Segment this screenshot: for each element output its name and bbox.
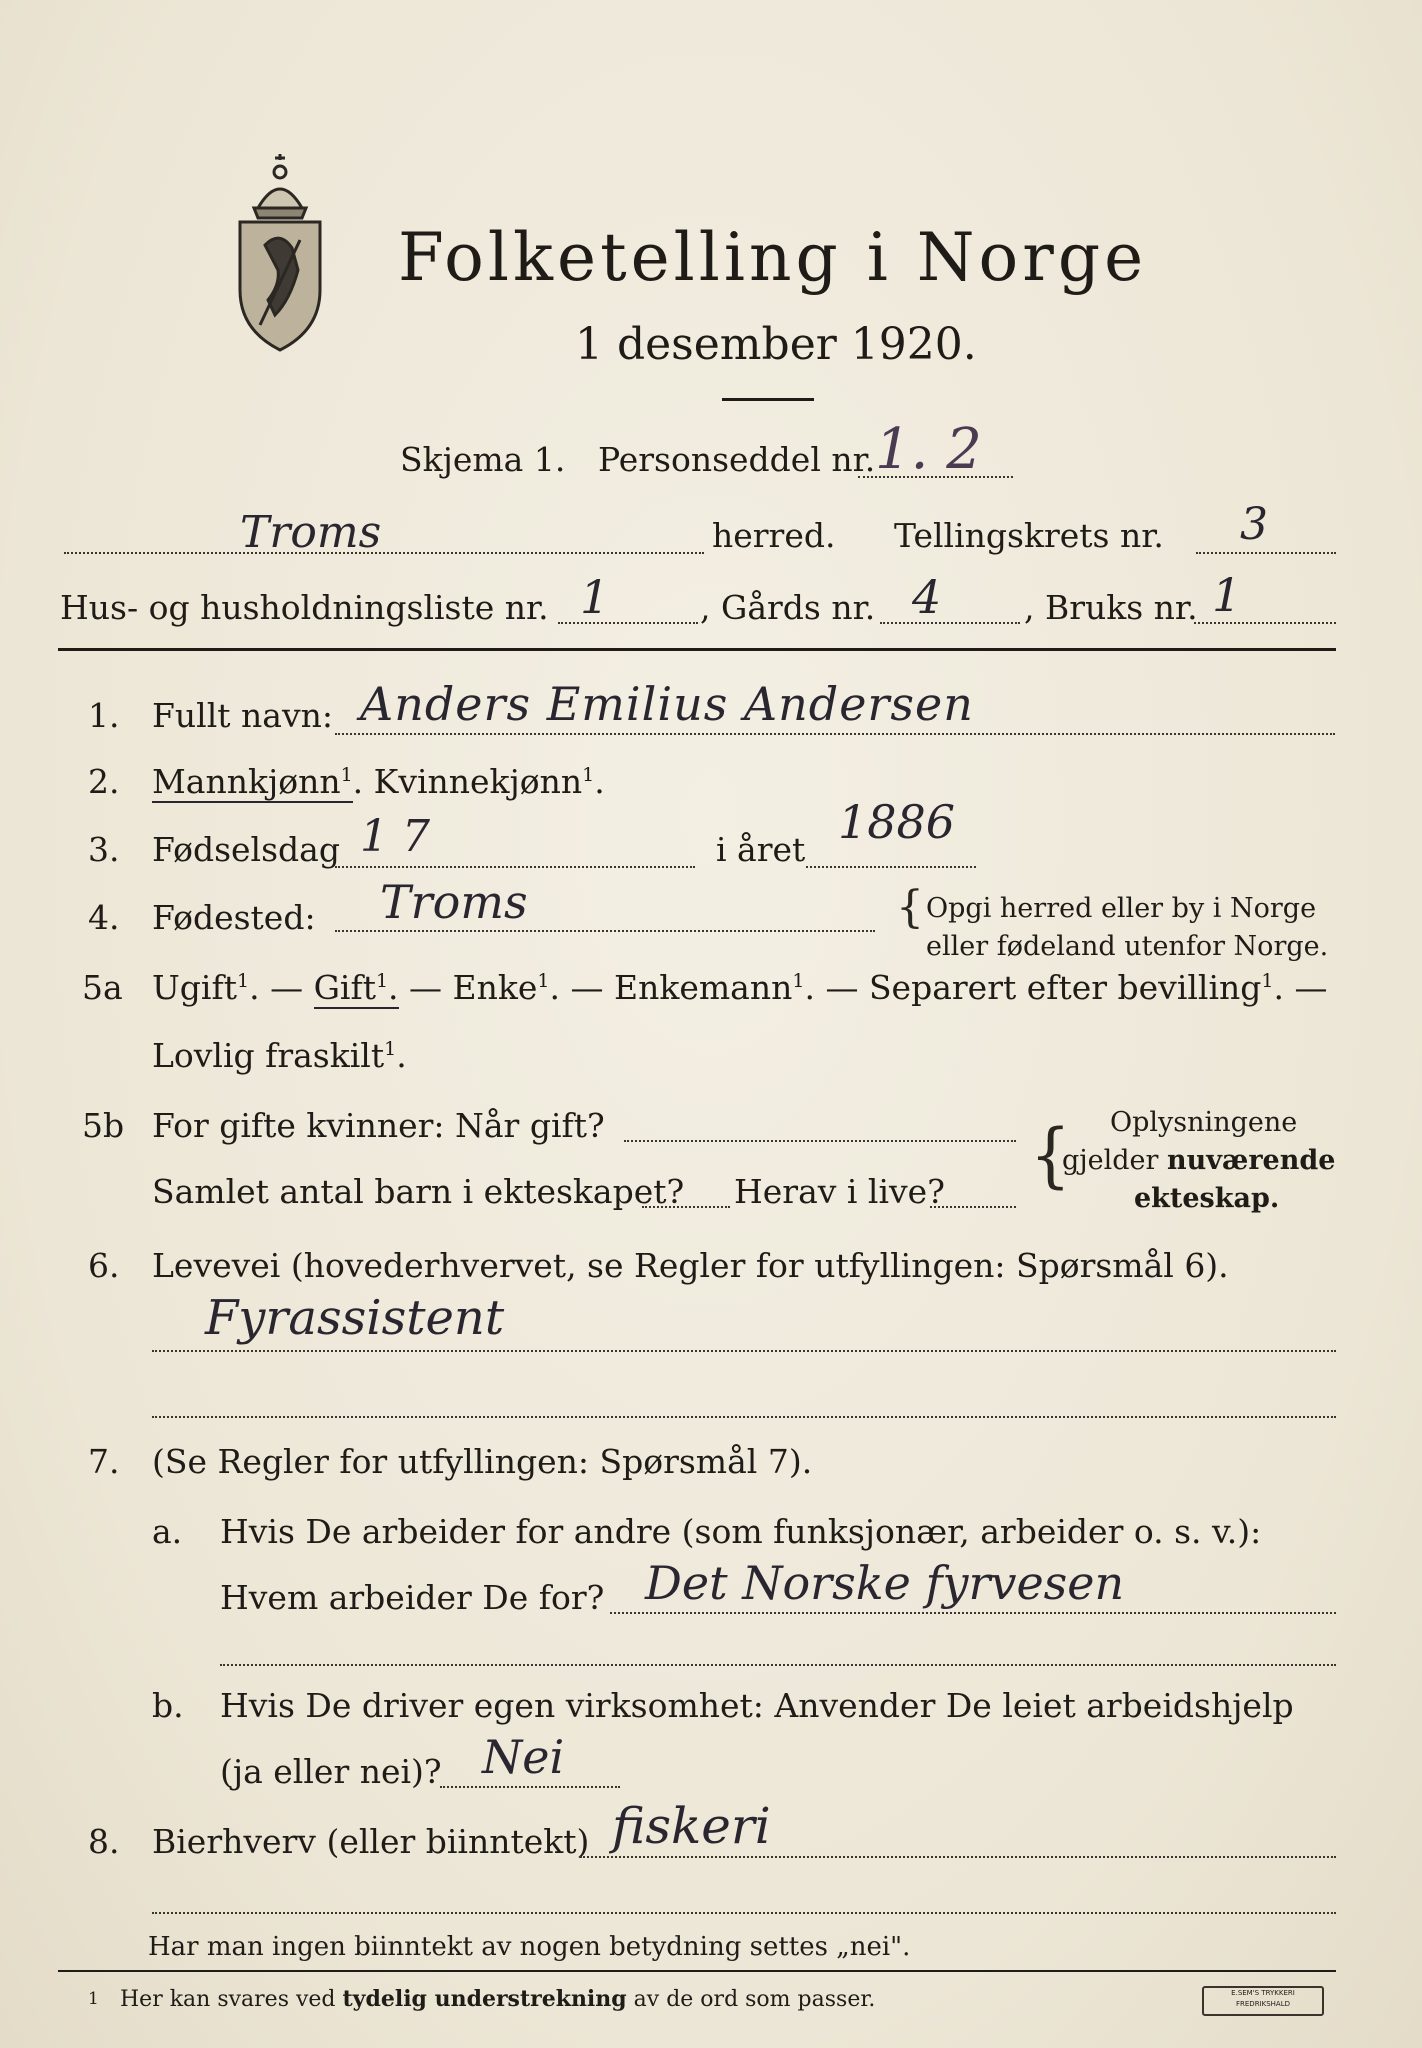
q1-number: 1. bbox=[88, 696, 120, 735]
q7-number: 7. bbox=[88, 1442, 120, 1481]
coat-of-arms-icon bbox=[220, 150, 340, 355]
hired-help-value[interactable]: Nei bbox=[482, 1730, 565, 1784]
full-name-label: Fullt navn: bbox=[152, 696, 333, 735]
side-income-field-line bbox=[580, 1856, 1336, 1858]
q3-number: 3. bbox=[88, 830, 120, 869]
employer-value[interactable]: Det Norske fyrvesen bbox=[645, 1556, 1125, 1610]
side-income-value[interactable]: fiskeri bbox=[612, 1797, 771, 1855]
q4-number: 4. bbox=[88, 898, 120, 937]
hus-value[interactable]: 1 bbox=[580, 570, 610, 624]
marriage-note-line3: ekteskap. bbox=[1134, 1183, 1280, 1214]
printer-stamp: E.SEM'S TRYKKERI FREDRIKSHALD bbox=[1202, 1986, 1324, 2016]
birthplace-note-line1: Opgi herred eller by i Norge bbox=[926, 893, 1317, 924]
children-alive-field-line bbox=[930, 1206, 1016, 1208]
option-ugift[interactable]: Ugift$^1$ bbox=[152, 968, 250, 1007]
option-gift-selected[interactable]: Gift$^1$. bbox=[313, 968, 399, 1007]
marriage-note-brace: { bbox=[1030, 1115, 1071, 1197]
tellingskrets-label: Tellingskrets nr. bbox=[894, 516, 1164, 555]
marital-status-options: Ugift$^1$. — Gift$^1$. — Enke$^1$. — Enkemann$^1$. — Separert efter bevilling$^1$. — bbox=[152, 968, 1328, 1007]
birthplace-label: Fødested: bbox=[152, 898, 316, 937]
option-mannkjonn-selected[interactable]: Mannkjønn$^1$ bbox=[152, 762, 353, 801]
marriage-note-line2: gjelder nuværende bbox=[1062, 1145, 1336, 1176]
tellingskrets-value[interactable]: 3 bbox=[1240, 499, 1268, 550]
side-income-field-line-2 bbox=[152, 1912, 1336, 1914]
side-income-label: Bierhverv (eller biinntekt) bbox=[152, 1822, 590, 1861]
header-rule bbox=[58, 648, 1336, 651]
sex-options: Mannkjønn$^1$. Kvinnekjønn$^1$. bbox=[152, 762, 605, 801]
title-divider bbox=[722, 398, 814, 401]
q5a-number: 5a bbox=[82, 968, 123, 1007]
hus-field-line bbox=[558, 622, 698, 624]
personseddel-number[interactable]: 1. 2 bbox=[875, 417, 982, 482]
children-count-field-line bbox=[642, 1206, 730, 1208]
full-name-value[interactable]: Anders Emilius Andersen bbox=[360, 677, 974, 731]
employer-field-line bbox=[610, 1612, 1336, 1614]
birthday-label: Fødselsdag bbox=[152, 830, 340, 869]
q2-number: 2. bbox=[88, 762, 120, 801]
birthplace-field-line bbox=[335, 930, 875, 932]
birthday-field-line bbox=[335, 866, 695, 868]
q7a-letter: a. bbox=[152, 1512, 183, 1551]
employer-field-line-2 bbox=[220, 1664, 1336, 1666]
married-when-field-line bbox=[624, 1140, 1016, 1142]
herred-label: herred. bbox=[712, 516, 836, 555]
birthplace-value[interactable]: Troms bbox=[380, 875, 528, 929]
tellingskrets-field-line bbox=[1196, 552, 1336, 554]
census-date: 1 desember 1920. bbox=[575, 319, 977, 370]
herred-value[interactable]: Troms bbox=[240, 507, 382, 558]
occupation-field-line-2 bbox=[152, 1416, 1336, 1418]
option-lovlig-fraskilt[interactable]: Lovlig fraskilt$^1$. bbox=[152, 1036, 407, 1075]
hired-help-field-line bbox=[440, 1786, 620, 1788]
gards-value[interactable]: 4 bbox=[912, 570, 942, 624]
q7a-text: Hvis De arbeider for andre (som funksjonær, arbeider o. s. v.): bbox=[220, 1512, 1262, 1551]
side-income-note: Har man ingen biinntekt av nogen betydning settes „nei". bbox=[148, 1932, 911, 1962]
occupation-field-line bbox=[152, 1350, 1336, 1352]
occupation-value[interactable]: Fyrassistent bbox=[205, 1290, 505, 1346]
q7b-letter: b. bbox=[152, 1686, 184, 1725]
birth-year-value[interactable]: 1886 bbox=[838, 795, 956, 849]
occupation-label: Levevei (hovederhvervet, se Regler for utfyllingen: Spørsmål 6). bbox=[152, 1246, 1229, 1285]
married-women-label: For gifte kvinner: Når gift? bbox=[152, 1106, 605, 1145]
herred-field-line bbox=[64, 552, 704, 554]
bruks-label: , Bruks nr. bbox=[1024, 588, 1198, 627]
children-alive-label: Herav i live? bbox=[734, 1172, 945, 1211]
marriage-note-line1: Oplysningene bbox=[1110, 1107, 1298, 1138]
birthplace-note-line2: eller fødeland utenfor Norge. bbox=[926, 931, 1329, 962]
q7b-text: Hvis De driver egen virksomhet: Anvender De leiet arbeidshjelp bbox=[220, 1686, 1294, 1725]
personseddel-label: Personseddel nr. bbox=[598, 440, 876, 479]
form-title: Folketelling i Norge bbox=[398, 219, 1148, 296]
footnote-text: Her kan svares ved tydelig understrekning av de ord som passer. bbox=[120, 1986, 876, 2012]
q6-number: 6. bbox=[88, 1246, 120, 1285]
q8-number: 8. bbox=[88, 1822, 120, 1861]
children-count-label: Samlet antal barn i ekteskapet? bbox=[152, 1172, 685, 1211]
birth-year-field-line bbox=[806, 866, 976, 868]
q7-label: (Se Regler for utfyllingen: Spørsmål 7). bbox=[152, 1442, 813, 1481]
option-kvinnekjonn[interactable]: Kvinnekjønn$^1$ bbox=[373, 762, 595, 801]
gards-label: , Gårds nr. bbox=[700, 588, 876, 627]
footer-rule bbox=[58, 1970, 1336, 1972]
employer-label: Hvem arbeider De for? bbox=[220, 1578, 605, 1617]
birthplace-note-brace: { bbox=[896, 882, 924, 933]
birth-year-label: i året bbox=[716, 830, 806, 869]
hus-label: Hus- og husholdningsliste nr. bbox=[60, 588, 549, 627]
bruks-field-line bbox=[1194, 622, 1336, 624]
q5b-number: 5b bbox=[82, 1106, 125, 1145]
option-enke[interactable]: Enke$^1$ bbox=[452, 968, 550, 1007]
gards-field-line bbox=[880, 622, 1020, 624]
hired-help-label: (ja eller nei)? bbox=[220, 1752, 442, 1791]
option-separert[interactable]: Separert efter bevilling$^1$ bbox=[868, 968, 1274, 1007]
full-name-field-line bbox=[335, 733, 1335, 735]
birthday-value[interactable]: 1 7 bbox=[360, 811, 430, 862]
footnote-number: 1 bbox=[88, 1989, 99, 2009]
schema-label: Skjema 1. bbox=[400, 440, 566, 479]
bruks-value[interactable]: 1 bbox=[1212, 568, 1242, 622]
option-enkemann[interactable]: Enkemann$^1$ bbox=[614, 968, 805, 1007]
